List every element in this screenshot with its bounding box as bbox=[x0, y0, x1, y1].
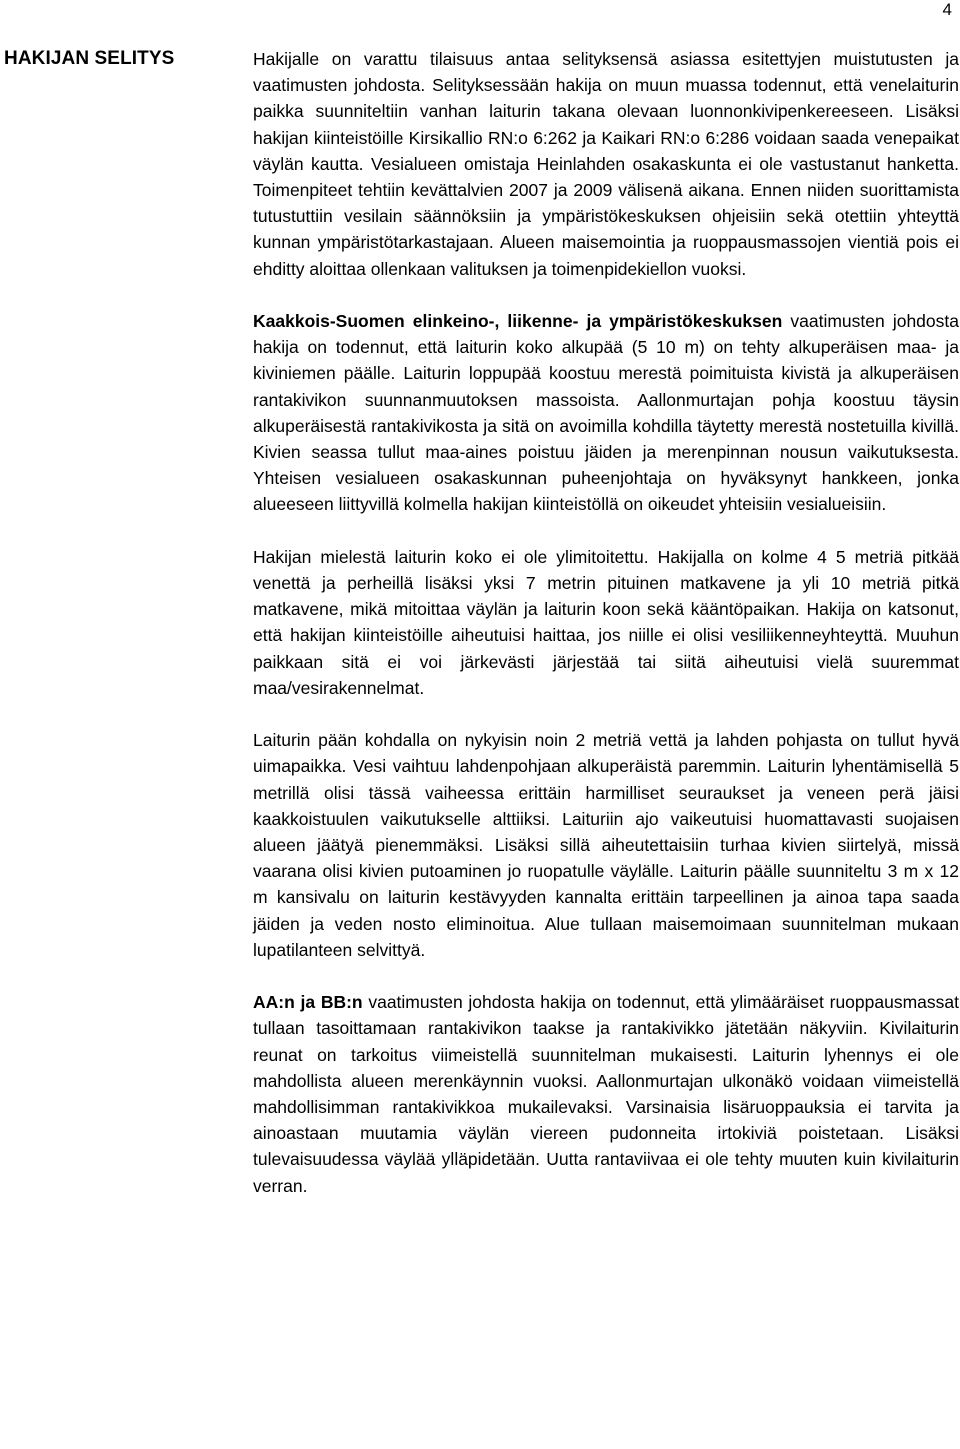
section-heading: HAKIJAN SELITYS bbox=[4, 48, 175, 69]
paragraph-text: vaatimusten johdosta hakija on todennut, että ylimääräiset ruoppausmassat tullaan tasoittamaan rantakivikon taakse ja rantakivikko jätetään näkyviin. Kivilaiturin reunat on tarkoitus viimeistellä suunnitelman mukaisesti. Laiturin lyhennys ei ole mahdollista alueen merenkäynnin vuoksi. Aallonmurtajan ulkonäkö voidaan viimeistellä mahdollisimman rantakivikkoa mukailevaksi. Varsinaisia lisäruoppauksia ei tarvita ja ainoastaan muutamia väylän viereen pudonneita irtokiviä poistetaan. Lisäksi tulevaisuudessa väylää ylläpidetään. Uutta rantaviivaa ei ole tehty muuten kuin kivilaiturin verran. bbox=[253, 992, 960, 1196]
paragraph bbox=[253, 308, 959, 518]
paragraph bbox=[253, 989, 959, 1199]
paragraph bbox=[253, 544, 959, 701]
paragraph-lead: AA:n ja BB:n bbox=[253, 992, 363, 1013]
paragraph-text: Laiturin pään kohdalla on nykyisin noin 2 metriä vettä ja lahden pohjasta on tullut hyvä uimapaikka. Vesi vaihtuu lahdenpohjaan alkuperäistä paremmin. Laiturin lyhentämisellä 5 metrillä olisi tässä vaiheessa erittäin harmilliset seuraukset ja veneen perä jäisi kaakkoistuulen vaikutukselle alttiiksi. Laituriin ajo vaikeutuisi huomattavasti suojaisen alueen jäätyä pienemmäksi. Lisäksi sillä aiheutettaisiin turhaa kivien siirtelyä, missä vaarana olisi kivien putoaminen jo ruopatulle väylälle. Laiturin päälle suunniteltu 3 m x 12 m kansivalu on laiturin kestävyyden kannalta erittäin tarpeellinen ja ainoa tapa saada jäiden ja veden nosto eliminoitua. Alue tullaan maisemoimaan suunnitelman mukaan lupatilanteen selvittyä. bbox=[253, 730, 959, 960]
paragraph-lead: Kaakkois-Suomen elinkeino-, liikenne- ja ympäristökeskuksen bbox=[253, 311, 783, 332]
paragraph-text: vaatimusten johdosta hakija on todennut, että laiturin koko alkupää (5 10 m) on tehty alkuperäisen maa- ja kiviniemen päälle. Laiturin loppupää koostuu merestä poimituista kivistä ja alkuperäisen rantakivikon suunnanmuutoksen massoista. Aallonmurtajan pohja koostuu täysin alkuperäisestä rantakivikosta ja sitä on avoimilla kohdilla täytetty merestä nostetuilla kivillä. Kivien seassa tullut maa-aines poistuu jäiden ja merenpinnan nousun vaikutuksesta. Yhteisen vesialueen osakaskunnan puheenjohtaja on hyväksynyt hankkeen, jonka alueeseen liittyvillä kolmella hakijan kiinteistöllä on oikeudet yhteisiin vesialueisiin. bbox=[253, 311, 959, 515]
paragraph-text: Hakijan mielestä laiturin koko ei ole ylimitoitettu. Hakijalla on kolme 4 5 metriä pitkää venettä ja perheillä lisäksi yksi 7 metrin pituinen matkavene ja yli 10 metriä pitkä matkavene, mikä mitoittaa väylän ja laiturin koon sekä kääntöpaikan. Hakija on katsonut, että hakijan kiinteistöille aiheutuisi haittaa, jos niille ei olisi vesiliikenneyhteyttä. Muuhun paikkaan sitä ei voi järkevästi järjestää tai siitä aiheutuisi vielä suuremmat maa/vesirakennelmat. bbox=[253, 546, 959, 698]
page-number: 4 bbox=[942, 0, 952, 19]
paragraph bbox=[253, 46, 959, 282]
paragraph bbox=[253, 727, 959, 963]
paragraph-text: Hakijalle on varattu tilaisuus antaa selityksensä asiassa esitettyjen muistutusten ja vaatimusten johdosta. Selityksessään hakija on muun muassa todennut, että venelaiturin paikka suunniteltiin vanhan laiturin takana olevaan luonnonkivipenkereeseen. Lisäksi hakijan kiinteistöille Kirsikallio RN:o 6:262 ja Kaikari RN:o 6:286 voidaan saada venepaikat väylän kautta. Vesialueen omistaja Heinlahden osakaskunta ei ole vastustanut hanketta. Toimenpiteet tehtiin kevättalvien 2007 ja 2009 välisenä aikana. Ennen niiden suorittamista tutustuttiin vesilain säännöksiin ja ympäristökeskuksen ohjeisiin sekä otettiin yhteyttä kunnan ympäristötarkastajaan. Alueen maisemointia ja ruoppausmassojen vientiä pois ei ehditty aloittaa ollenkaan valituksen ja toimenpidekiellon vuoksi. bbox=[253, 49, 959, 279]
document-body bbox=[253, 46, 959, 1199]
